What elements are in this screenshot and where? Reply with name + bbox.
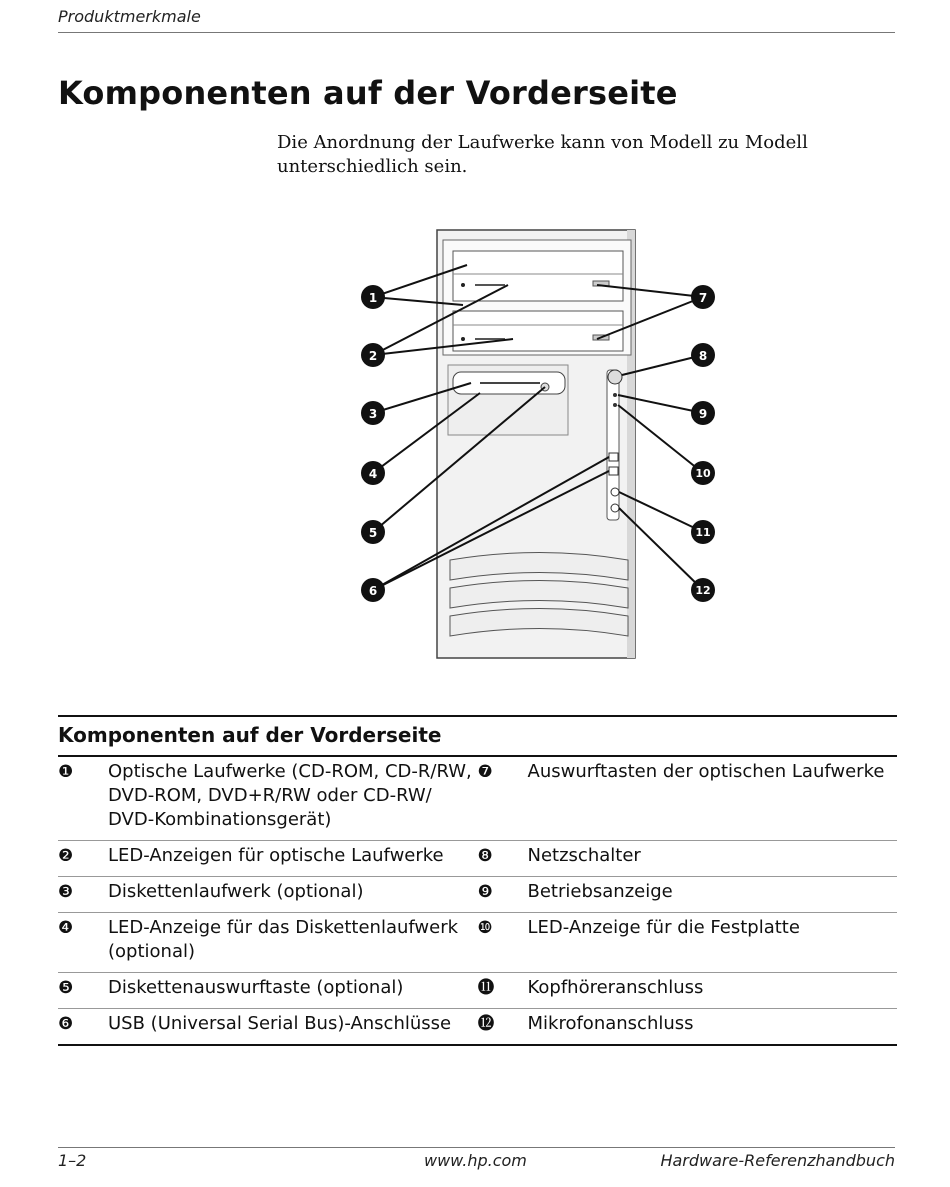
item-description: Auswurftasten der optischen Laufwerke bbox=[527, 761, 885, 782]
svg-text:9: 9 bbox=[698, 407, 708, 421]
svg-text:7: 7 bbox=[698, 291, 708, 305]
item-number: ❸ bbox=[58, 882, 74, 902]
item-description: Diskettenauswurftaste (optional) bbox=[108, 977, 404, 998]
callout-7 bbox=[691, 285, 715, 309]
item-number: ⓫ bbox=[477, 978, 495, 998]
table-cell-left bbox=[58, 880, 478, 904]
item-description: Betriebsanzeige bbox=[527, 881, 673, 902]
item-number: ⓬ bbox=[477, 1014, 495, 1034]
table-row bbox=[58, 1009, 897, 1046]
item-number: ❹ bbox=[58, 918, 74, 938]
callout-8 bbox=[691, 343, 715, 367]
callout-9 bbox=[691, 401, 715, 425]
svg-text:4: 4 bbox=[368, 467, 378, 481]
table-row bbox=[58, 973, 897, 1009]
callout-12 bbox=[691, 578, 715, 602]
item-description: Kopfhöreranschluss bbox=[527, 977, 704, 998]
item-number: ❿ bbox=[477, 918, 493, 938]
svg-text:10: 10 bbox=[695, 467, 711, 480]
intro-text: Die Anordnung der Laufwerke kann von Modell zu Modell unterschiedlich sein. bbox=[277, 132, 808, 177]
svg-text:6: 6 bbox=[368, 584, 378, 598]
item-description: Netzschalter bbox=[527, 845, 641, 866]
item-description: Optische Laufwerke (CD-ROM, CD-R/RW, DVD-ROM, DVD+R/RW oder CD-RW/ DVD-Kombinationsgerät) bbox=[108, 761, 472, 830]
table-cell-left bbox=[58, 844, 478, 868]
item-description: Mikrofonanschluss bbox=[527, 1013, 694, 1034]
page-number: 1–2 bbox=[58, 1151, 87, 1170]
header-rule bbox=[58, 32, 895, 33]
item-number: ❷ bbox=[58, 846, 74, 866]
table-title: Komponenten auf der Vorderseite bbox=[58, 723, 442, 747]
callout-2 bbox=[361, 343, 385, 367]
floppy-drive bbox=[448, 365, 568, 435]
running-header: Produktmerkmale bbox=[58, 7, 201, 26]
table-cell-right bbox=[478, 916, 898, 964]
svg-text:12: 12 bbox=[695, 584, 711, 597]
table-row bbox=[58, 877, 897, 913]
callout-11 bbox=[691, 520, 715, 544]
callout-6 bbox=[361, 578, 385, 602]
item-number: ❻ bbox=[58, 1014, 74, 1034]
table-body bbox=[58, 757, 897, 1046]
table-cell-left bbox=[58, 760, 478, 832]
item-number: ❺ bbox=[58, 978, 74, 998]
item-number: ❾ bbox=[477, 882, 493, 902]
callout-4 bbox=[361, 461, 385, 485]
item-description: Diskettenlaufwerk (optional) bbox=[108, 881, 364, 902]
table-row bbox=[58, 913, 897, 973]
item-description: LED-Anzeige für das Diskettenlaufwerk (optional) bbox=[108, 917, 459, 962]
svg-text:5: 5 bbox=[368, 526, 378, 540]
item-description: USB (Universal Serial Bus)-Anschlüsse bbox=[108, 1013, 452, 1034]
page-title: Komponenten auf der Vorderseite bbox=[58, 74, 678, 112]
components-table bbox=[58, 715, 897, 1046]
table-cell-left bbox=[58, 1012, 478, 1036]
item-number: ❼ bbox=[477, 762, 493, 782]
table-cell-right bbox=[478, 844, 898, 868]
table-cell-right bbox=[478, 1012, 898, 1036]
item-description: LED-Anzeigen für optische Laufwerke bbox=[108, 845, 444, 866]
svg-text:3: 3 bbox=[368, 407, 378, 421]
callout-1 bbox=[361, 285, 385, 309]
callout-3 bbox=[361, 401, 385, 425]
item-number: ❶ bbox=[58, 762, 74, 782]
item-description: LED-Anzeige für die Festplatte bbox=[527, 917, 800, 938]
pc-front-figure bbox=[345, 225, 735, 665]
svg-text:1: 1 bbox=[368, 291, 378, 305]
front-vents bbox=[450, 553, 628, 637]
svg-text:11: 11 bbox=[695, 526, 711, 539]
item-number: ❽ bbox=[477, 846, 493, 866]
table-cell-left bbox=[58, 916, 478, 964]
table-cell-right bbox=[478, 880, 898, 904]
svg-text:2: 2 bbox=[368, 349, 378, 363]
table-row bbox=[58, 841, 897, 877]
table-cell-left bbox=[58, 976, 478, 1000]
footer-book-title: Hardware-Referenzhandbuch bbox=[660, 1151, 895, 1170]
table-row bbox=[58, 757, 897, 841]
table-cell-right bbox=[478, 760, 898, 832]
footer-url: www.hp.com bbox=[424, 1151, 527, 1170]
table-cell-right bbox=[478, 976, 898, 1000]
svg-text:8: 8 bbox=[698, 349, 708, 363]
callout-10 bbox=[691, 461, 715, 485]
footer-rule bbox=[58, 1147, 895, 1148]
callout-5 bbox=[361, 520, 385, 544]
